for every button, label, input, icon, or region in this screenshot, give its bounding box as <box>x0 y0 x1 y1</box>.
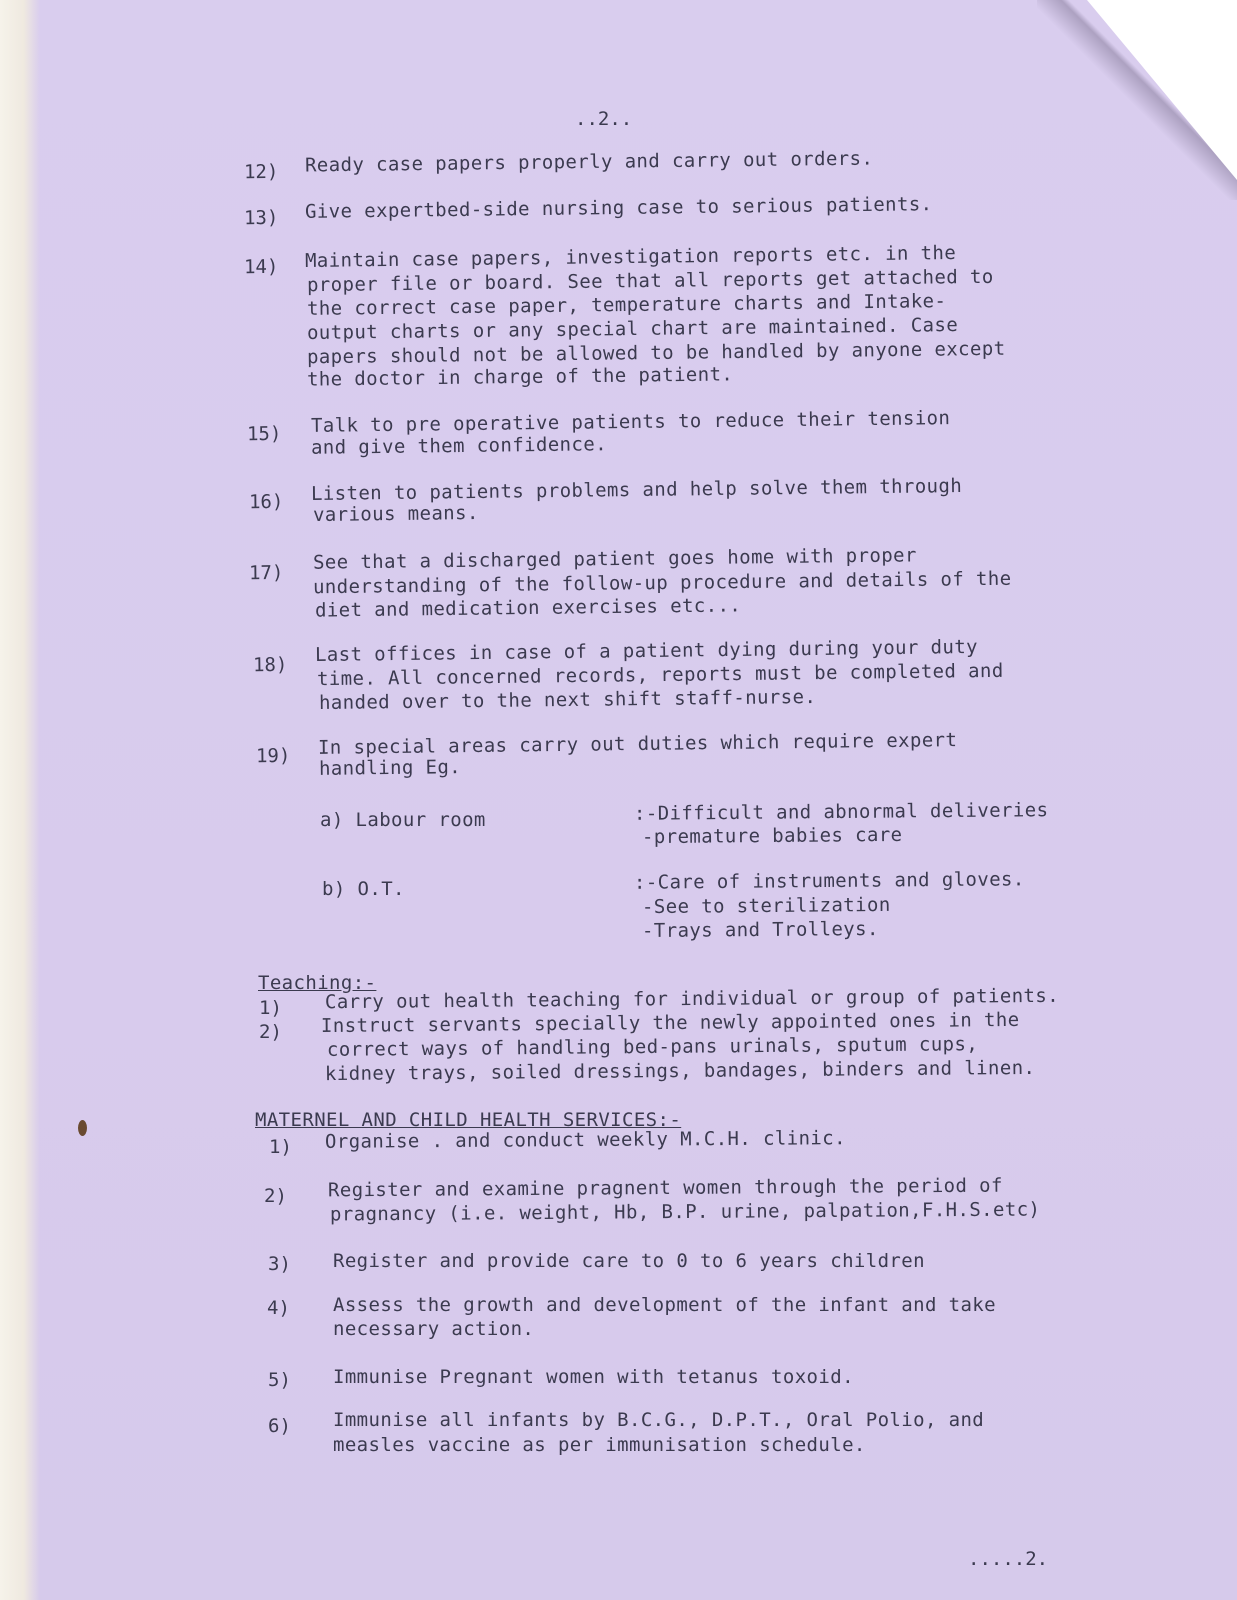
item-number: 2) <box>264 1185 287 1207</box>
item-number: 19) <box>255 744 291 768</box>
item-text: Talk to pre operative patients to reduce their tension <box>310 407 951 437</box>
item-text: and give them confidence. <box>310 433 608 459</box>
item-number: 17) <box>248 561 284 585</box>
item-number: 12) <box>243 160 279 184</box>
page-left-edge <box>0 0 40 1600</box>
item-text: Listen to patients problems and help solve them through <box>310 475 963 505</box>
item-text: Carry out health teaching for individual or group of patients. <box>324 984 1060 1014</box>
item-number: 14) <box>243 255 279 279</box>
special-area-label: a) Labour room <box>320 809 486 831</box>
page-number-bottom: .....2. <box>968 1548 1049 1570</box>
item-text: proper file or board. See that all reports get attached to <box>306 265 994 297</box>
item-text: time. All concerned records, reports must be completed and <box>316 659 1004 691</box>
item-text: the doctor in charge of the patient. <box>306 363 734 391</box>
item-number: 16) <box>248 490 284 514</box>
item-text: Assess the growth and development of the infant and take <box>333 1294 996 1316</box>
item-text: the correct case paper, temperature charts and Intake- <box>306 290 947 320</box>
item-number: 13) <box>243 206 279 230</box>
special-area-duty: :-Care of instruments and gloves. <box>633 868 1025 894</box>
special-area-duty: :-Difficult and abnormal deliveries <box>633 799 1049 825</box>
page-number-top: ..2.. <box>575 108 633 130</box>
item-number: 15) <box>246 422 282 446</box>
item-number: 3) <box>268 1253 291 1275</box>
ink-stain <box>78 1120 87 1136</box>
item-text: Immunise Pregnant women with tetanus toxoid. <box>333 1366 854 1388</box>
item-text: Maintain case papers, investigation reports etc. in the <box>304 242 957 272</box>
item-number: 5) <box>268 1369 291 1391</box>
item-text: various means. <box>312 501 479 527</box>
item-text: correct ways of handling bed-pans urinals, sputum cups, <box>326 1033 979 1061</box>
special-area-label: b) O.T. <box>322 878 405 900</box>
item-text: necessary action. <box>333 1318 535 1340</box>
item-text: Organise . and conduct weekly M.C.H. clinic. <box>324 1127 846 1153</box>
item-text: understanding of the follow-up procedure and details of the <box>312 567 1012 599</box>
item-text: handling Eg. <box>318 756 462 780</box>
special-area-duty: -Trays and Trolleys. <box>641 917 879 943</box>
item-text: In special areas carry out duties which require expert <box>317 729 958 759</box>
item-number: 6) <box>268 1415 291 1437</box>
item-text: Register and provide care to 0 to 6 years children <box>333 1250 925 1272</box>
folded-corner <box>1087 0 1237 180</box>
item-text: Last offices in case of a patient dying during your duty <box>314 635 979 667</box>
section-heading-mch: MATERNEL AND CHILD HEALTH SERVICES:- <box>255 1109 682 1131</box>
item-text: kidney trays, soiled dressings, bandages, binders and linen. <box>324 1056 1036 1086</box>
item-text: See that a discharged patient goes home with proper <box>312 544 917 574</box>
item-number: 2) <box>259 1021 282 1043</box>
item-number: 4) <box>267 1297 290 1319</box>
item-number: 1) <box>269 1136 292 1158</box>
special-area-duty: -premature babies care <box>641 823 903 849</box>
item-text: measles vaccine as per immunisation schedule. <box>333 1434 866 1456</box>
item-text: handed over to the next shift staff-nurse. <box>318 685 817 715</box>
item-number: 1) <box>259 997 282 1019</box>
item-text: output charts or any special chart are maintained. Case <box>306 314 959 344</box>
item-text: Ready case papers properly and carry out orders. <box>304 147 874 177</box>
item-text: papers should not be allowed to be handled by anyone except <box>306 337 1006 369</box>
item-text: diet and medication exercises etc... <box>314 594 742 622</box>
item-text: Immunise all infants by B.C.G., D.P.T., Oral Polio, and <box>333 1409 985 1431</box>
section-heading-teaching: Teaching:- <box>258 972 377 994</box>
item-text: pragnancy (i.e. weight, Hb, B.P. urine, palpation,F.H.S.etc) <box>329 1198 1041 1226</box>
item-text: Instruct servants specially the newly appointed ones in the <box>320 1008 1020 1038</box>
item-text: Give expertbed-side nursing case to serious patients. <box>304 193 933 223</box>
item-text: Register and examine pragnent women through the period of <box>327 1174 1003 1202</box>
special-area-duty: -See to sterilization <box>641 893 891 919</box>
item-number: 18) <box>252 653 288 677</box>
